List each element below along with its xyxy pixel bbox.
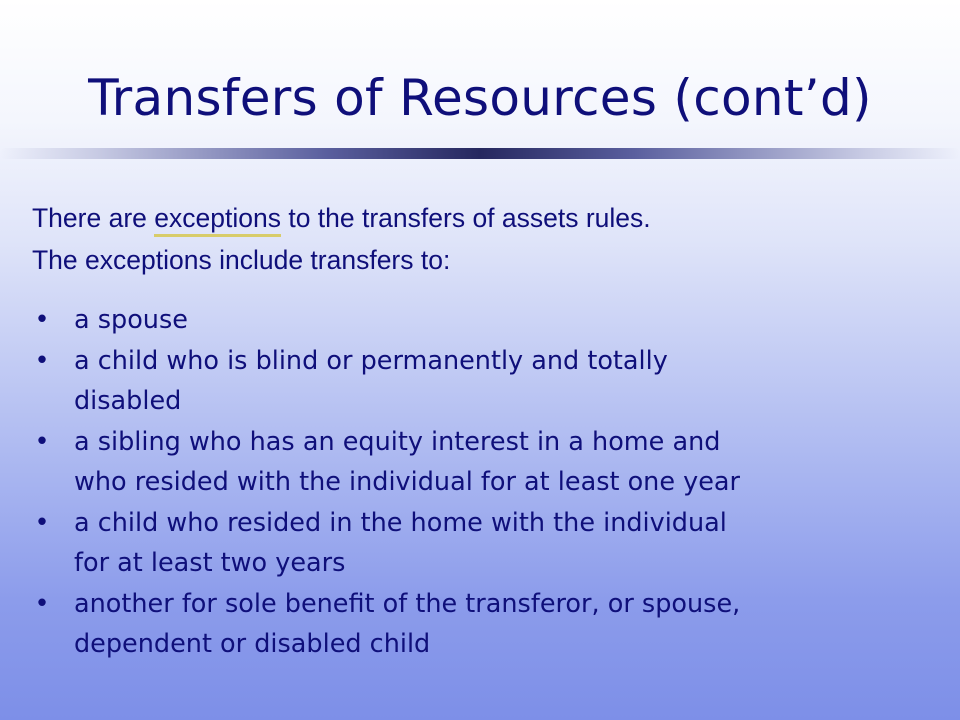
bullet-item — [32, 422, 932, 503]
exceptions-bullet-list — [32, 300, 932, 665]
bullet-line: a sibling who has an equity interest in a home and — [74, 426, 721, 457]
exceptions-link[interactable]: exceptions — [154, 203, 281, 237]
bullet-line: a child who is blind or permanently and totally — [74, 345, 668, 376]
bullet-line: a child who resided in the home with the individual — [74, 507, 727, 538]
intro-line-1-after: to the transfers of assets rules. — [280, 203, 651, 233]
bullet-line: dependent or disabled child — [74, 629, 431, 659]
intro-line-1-before: There are — [32, 203, 155, 233]
bullet-dot-icon: • — [34, 305, 50, 335]
bullet-item — [32, 341, 932, 422]
bullet-line: another for sole benefit of the transferor, or spouse, — [74, 588, 741, 619]
intro-line-1 — [32, 197, 932, 239]
bullet-item — [32, 300, 932, 341]
bullet-dot-icon: • — [34, 588, 50, 619]
bullet-item — [32, 584, 932, 665]
bullet-line: a spouse — [74, 305, 188, 335]
bullet-dot-icon: • — [34, 426, 50, 457]
intro-line-2: The exceptions include transfers to: — [32, 245, 451, 275]
bullet-line: who resided with the individual for at least one year — [74, 467, 741, 497]
bullet-item — [32, 503, 932, 584]
bullet-line: for at least two years — [74, 548, 346, 578]
bullet-dot-icon: • — [34, 345, 50, 376]
slide-title: Transfers of Resources (cont’d) — [88, 69, 872, 127]
bullet-dot-icon: • — [34, 507, 50, 538]
title-divider — [0, 148, 960, 159]
intro-paragraph — [32, 197, 932, 281]
bullet-line: disabled — [74, 386, 182, 416]
